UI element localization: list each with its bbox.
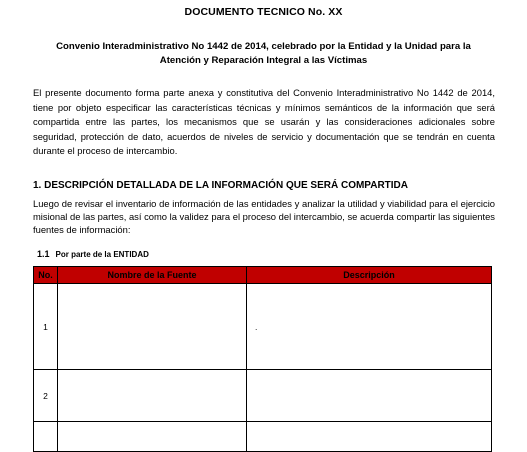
row-number: 2 xyxy=(34,370,58,422)
column-header-description: Descripción xyxy=(247,267,492,284)
section-paragraph: Luego de revisar el inventario de información de las entidades y analizar la utilidad y viabilidad para el ejercicio misional de las partes, así como la validez para el proceso del intercambio, se acuerda compartir las siguientes fuentes de información: xyxy=(33,198,495,235)
subsection-heading xyxy=(37,249,149,259)
subsection-number: 1.1 xyxy=(37,249,50,259)
source-name-cell[interactable] xyxy=(58,370,247,422)
document-title: DOCUMENTO TECNICO No. XX xyxy=(184,6,343,18)
table-row xyxy=(34,284,492,370)
table-row xyxy=(34,422,492,452)
sources-table xyxy=(33,266,492,452)
description-cell[interactable]: . xyxy=(247,284,492,370)
table-header-row xyxy=(34,267,492,284)
row-number: 1 xyxy=(34,284,58,370)
column-header-no: No. xyxy=(34,267,58,284)
column-header-source-name: Nombre de la Fuente xyxy=(58,267,247,284)
subsection-label: Por parte de la ENTIDAD xyxy=(55,250,149,259)
section-heading: 1. DESCRIPCIÓN DETALLADA DE LA INFORMACIÓN QUE SERÁ COMPARTIDA xyxy=(33,180,409,191)
row-number xyxy=(34,422,58,452)
description-cell[interactable] xyxy=(247,422,492,452)
document-subtitle: Convenio Interadministrativo No 1442 de 2014, celebrado por la Entidad y la Unidad para la Atención y Reparación Integral a las Víctimas xyxy=(56,41,471,66)
source-name-cell[interactable] xyxy=(58,422,247,452)
description-cell[interactable] xyxy=(247,370,492,422)
intro-paragraph: El presente documento forma parte anexa y constitutiva del Convenio Interadministrativo No 1442 de 2014, tiene por objeto especificar las características técnicas y mínimos semánticos de la información que será compartida entre las partes, los mecanismos que se usarán y las consideraciones adicionales sobre seguridad, protección de dato, acuerdos de niveles de servicio y documentación que se tendrán en cuenta durante el proceso de intercambio. xyxy=(33,87,495,157)
table-row xyxy=(34,370,492,422)
source-name-cell[interactable] xyxy=(58,284,247,370)
